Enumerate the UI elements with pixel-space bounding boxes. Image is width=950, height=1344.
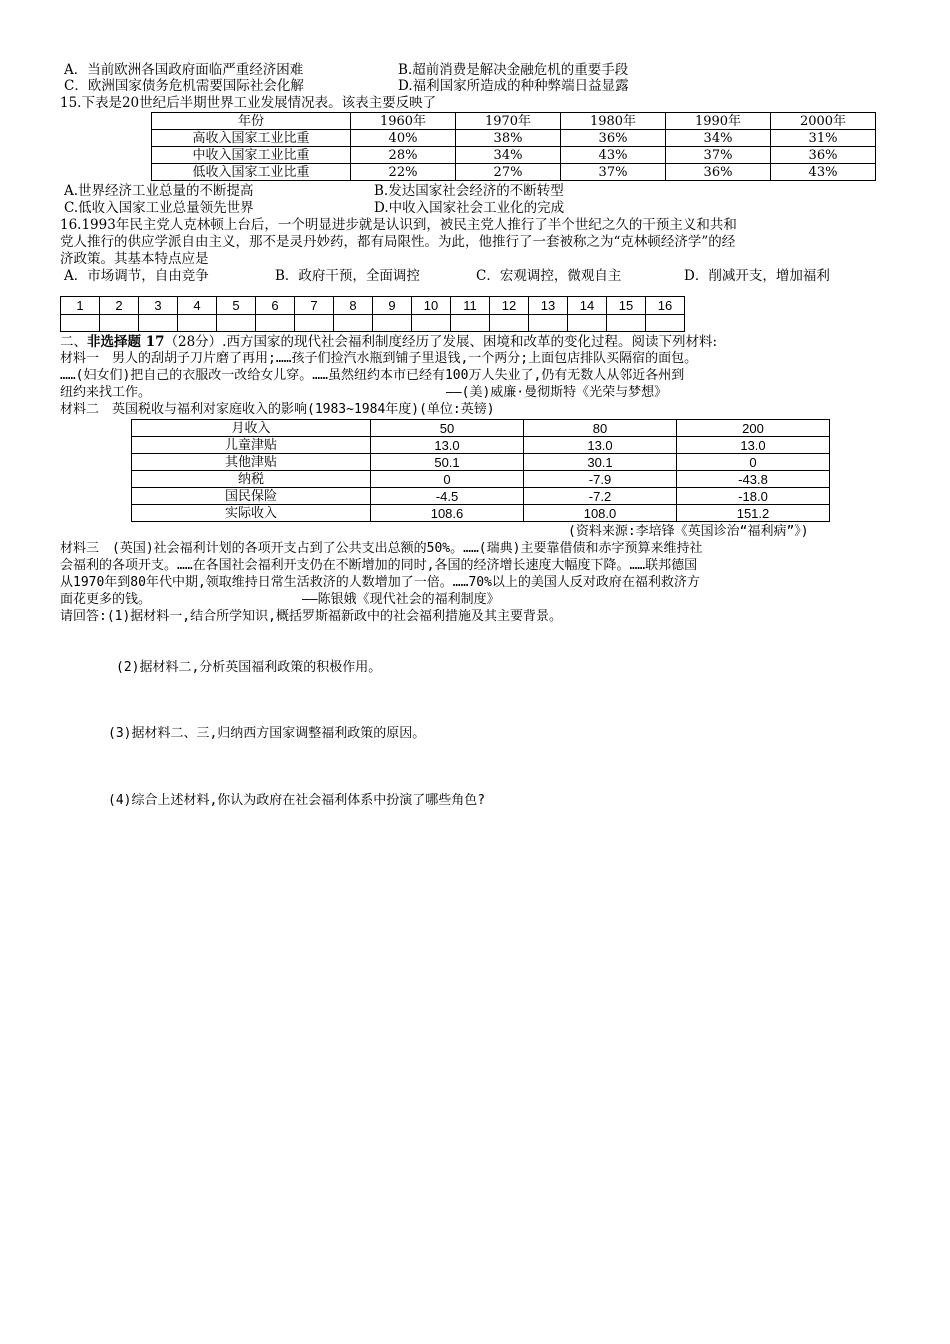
table-row — [132, 454, 830, 471]
q16-option-b: B．政府干预，全面调控 — [275, 268, 420, 284]
answer-number: 6 — [256, 297, 295, 315]
answer-blank[interactable] — [217, 315, 256, 332]
material1-line: 纽约来找工作。 — [60, 385, 152, 400]
table-header-cell: 1970年 — [456, 113, 561, 130]
table-cell: 80 — [524, 420, 677, 437]
table-cell: 151.2 — [677, 505, 830, 522]
table-row — [132, 505, 830, 522]
table-row — [152, 147, 876, 164]
answer-number: 7 — [295, 297, 334, 315]
table-cell: 儿童津贴 — [132, 437, 371, 454]
question-4: (4)综合上述材料,你认为政府在社会福利体系中扮演了哪些角色? — [108, 793, 486, 808]
table-cell: 纳税 — [132, 471, 371, 488]
table-cell: 30.1 — [524, 454, 677, 471]
question-1: 请回答:(1)据材料一,结合所学知识,概括罗斯福新政中的社会福利措施及其主要背景。 — [60, 609, 562, 624]
answer-blank[interactable] — [295, 315, 334, 332]
answer-number: 3 — [139, 297, 178, 315]
table-cell: 其他津贴 — [132, 454, 371, 471]
table-row — [132, 471, 830, 488]
q16-option-c: C．宏观调控，微观自主 — [476, 268, 622, 284]
answer-number: 4 — [178, 297, 217, 315]
table-cell: 50 — [371, 420, 524, 437]
table-cell: 13.0 — [371, 437, 524, 454]
answer-blank[interactable] — [61, 315, 100, 332]
table-cell: 高收入国家工业比重 — [152, 130, 351, 147]
q15-option-c: C.低收入国家工业总量领先世界 — [64, 200, 254, 216]
q15-option-d: D.中收入国家社会工业化的完成 — [374, 200, 565, 216]
table-cell: 108.0 — [524, 505, 677, 522]
material1-line: 材料一 男人的刮胡子刀片磨了再用;……孩子们捡汽水瓶到铺子里退钱,一个两分;上面包店排队买隔宿的面包。 — [60, 351, 698, 366]
answer-blank[interactable] — [256, 315, 295, 332]
table-cell: 月收入 — [132, 420, 371, 437]
q16-stem-line: 16.1993年民主党人克林顿上台后，一个明显进步就是认识到，被民主党人推行了半个世纪之久的干预主义和共和 — [60, 217, 737, 233]
answer-number: 11 — [451, 297, 490, 315]
table-cell: 36% — [666, 164, 771, 181]
table-header-cell: 2000年 — [771, 113, 876, 130]
table-row — [152, 113, 876, 130]
material3-line: 面花更多的钱。 — [60, 592, 152, 607]
table-cell: 108.6 — [371, 505, 524, 522]
answer-blank[interactable] — [178, 315, 217, 332]
answer-number: 13 — [529, 297, 568, 315]
q14-option-b: B.超前消费是解决金融危机的重要手段 — [398, 62, 629, 78]
answer-blank[interactable] — [412, 315, 451, 332]
table-cell: -4.5 — [371, 488, 524, 505]
table-header-cell: 年份 — [152, 113, 351, 130]
table-row — [132, 420, 830, 437]
answer-number: 1 — [61, 297, 100, 315]
table-cell: 13.0 — [677, 437, 830, 454]
q17-number: 17 — [141, 334, 165, 350]
q15-option-a: A.世界经济工业总量的不断提高 — [64, 183, 254, 199]
table-header-cell: 1990年 — [666, 113, 771, 130]
part2-heading-bold: 非选择题 — [87, 334, 141, 350]
table-cell: 27% — [456, 164, 561, 181]
answer-blank[interactable] — [139, 315, 178, 332]
material2-title: 材料二 英国税收与福利对家庭收入的影响(1983~1984年度)(单位:英镑) — [60, 402, 495, 417]
table-cell: -18.0 — [677, 488, 830, 505]
table-cell: 34% — [666, 130, 771, 147]
q16-stem-line: 党人推行的供应学派自由主义，那不是灵丹妙药，都有局限性。为此，他推行了一套被称之为“克林顿经济学”的经 — [60, 234, 736, 250]
answer-number: 16 — [646, 297, 685, 315]
table-cell: -43.8 — [677, 471, 830, 488]
part2-heading — [60, 334, 717, 350]
answer-blank[interactable] — [373, 315, 412, 332]
q14-option-c: C．欧洲国家债务危机需要国际社会化解 — [64, 78, 304, 94]
table-row — [152, 164, 876, 181]
q15-industry-table — [151, 112, 876, 181]
answer-number: 10 — [412, 297, 451, 315]
table-cell: 国民保险 — [132, 488, 371, 505]
q16-stem-line: 济政策。其基本特点应是 — [60, 251, 209, 267]
material3-line: 材料三 (英国)社会福利计划的各项开支占到了公共支出总额的50%。……(瑞典)主要靠借债和赤字预算来维持社 — [60, 541, 703, 556]
table-cell: 38% — [456, 130, 561, 147]
answer-blank[interactable] — [607, 315, 646, 332]
table-cell: 36% — [771, 147, 876, 164]
answer-grid — [60, 296, 685, 332]
answer-number: 15 — [607, 297, 646, 315]
table-cell: 34% — [456, 147, 561, 164]
table-row — [152, 130, 876, 147]
table-cell: 低收入国家工业比重 — [152, 164, 351, 181]
table-cell: 37% — [666, 147, 771, 164]
material2-source: (资料来源:李培锋《英国诊治“福利病”》) — [568, 524, 809, 539]
table-cell: 40% — [351, 130, 456, 147]
material1-line: ……(妇女们)把自己的衣服改一改给女儿穿。……虽然纽约本市已经有100万人失业了,仍有无数人从邻近各州到 — [60, 368, 685, 383]
answer-number: 2 — [100, 297, 139, 315]
table-cell: 实际收入 — [132, 505, 371, 522]
answer-blank[interactable] — [568, 315, 607, 332]
q14-option-d: D.福利国家所造成的种种弊端日益显露 — [398, 78, 629, 94]
answer-blank[interactable] — [100, 315, 139, 332]
q14-option-a: A．当前欧洲各国政府面临严重经济困难 — [64, 62, 304, 78]
table-header-cell: 1960年 — [351, 113, 456, 130]
table-cell: 0 — [371, 471, 524, 488]
table-cell: -7.9 — [524, 471, 677, 488]
answer-blank[interactable] — [646, 315, 685, 332]
answer-number: 5 — [217, 297, 256, 315]
answer-number: 12 — [490, 297, 529, 315]
table-cell: 中收入国家工业比重 — [152, 147, 351, 164]
table-row — [61, 297, 685, 315]
answer-blank[interactable] — [529, 315, 568, 332]
table-header-cell: 1980年 — [561, 113, 666, 130]
table-cell: -7.2 — [524, 488, 677, 505]
table-row — [132, 437, 830, 454]
q16-option-d: D．削减开支，增加福利 — [684, 268, 830, 284]
question-3: (3)据材料二、三,归纳西方国家调整福利政策的原因。 — [108, 726, 426, 741]
table-row — [61, 315, 685, 332]
answer-blank[interactable] — [451, 315, 490, 332]
table-cell: 28% — [351, 147, 456, 164]
answer-blank[interactable] — [490, 315, 529, 332]
table-cell: 43% — [561, 147, 666, 164]
material3-line: 会福利的各项开支。……在各国社会福利开支仍在不断增加的同时,各国的经济增长速度大幅度下降。……联邦德国 — [60, 558, 698, 573]
material1-source: ——(美)威廉·曼彻斯特《光荣与梦想》 — [446, 385, 668, 400]
table-cell: 31% — [771, 130, 876, 147]
question-2: (2)据材料二,分析英国福利政策的积极作用。 — [116, 660, 382, 675]
material2-table — [131, 419, 830, 522]
table-cell: 13.0 — [524, 437, 677, 454]
q15-stem: 15.下表是20世纪后半期世界工业发展情况表。该表主要反映了 — [60, 95, 437, 111]
table-cell: 22% — [351, 164, 456, 181]
table-cell: 50.1 — [371, 454, 524, 471]
q16-option-a: A．市场调节，自由竞争 — [64, 268, 209, 284]
q15-option-b: B.发达国家社会经济的不断转型 — [374, 183, 564, 199]
table-cell: 200 — [677, 420, 830, 437]
answer-number: 9 — [373, 297, 412, 315]
table-cell: 37% — [561, 164, 666, 181]
material3-line: 从1970年到80年代中期,领取维持日常生活救济的人数增加了一倍。……70%以上的美国人反对政府在福利救济方 — [60, 575, 700, 590]
table-row — [132, 488, 830, 505]
q17-intro: （28分）.西方国家的现代社会福利制度经历了发展、困境和改革的变化过程。阅读下列材料: — [164, 334, 718, 350]
material3-source: ——陈银娥《现代社会的福利制度》 — [302, 592, 500, 607]
table-cell: 0 — [677, 454, 830, 471]
answer-number: 8 — [334, 297, 373, 315]
answer-number: 14 — [568, 297, 607, 315]
answer-blank[interactable] — [334, 315, 373, 332]
table-cell: 43% — [771, 164, 876, 181]
part2-heading-prefix: 二、 — [60, 334, 87, 350]
table-cell: 36% — [561, 130, 666, 147]
